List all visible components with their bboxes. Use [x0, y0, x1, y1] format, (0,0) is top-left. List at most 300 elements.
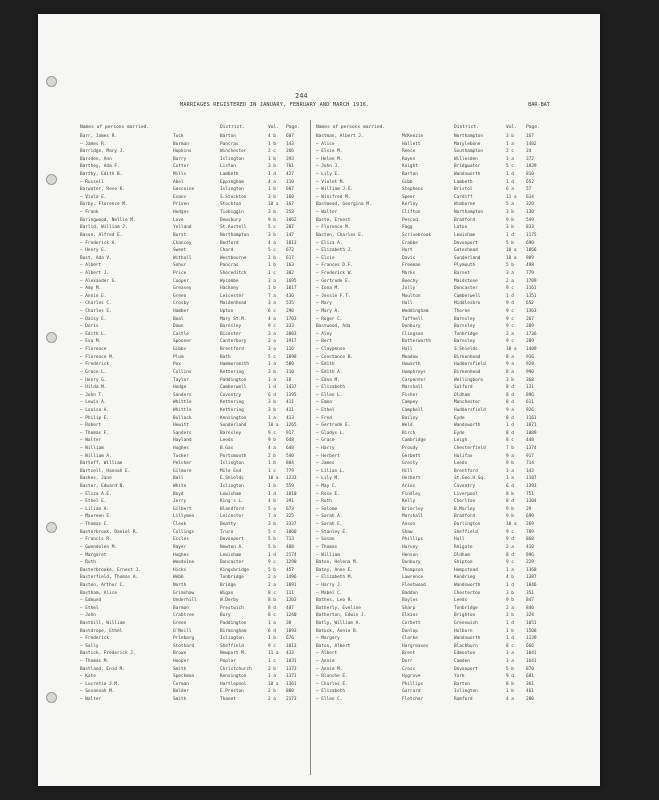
table-row [316, 666, 552, 674]
entry-spouse-surname: Kerley [402, 202, 418, 208]
entry-volume: 4 b [268, 499, 276, 505]
table-row [80, 628, 308, 636]
entry-spouse-surname: Boyd [173, 491, 184, 497]
entry-page: 580 [286, 362, 294, 368]
entry-spouse-surname: Hallett [402, 141, 421, 147]
entry-page: 673 [286, 506, 294, 512]
table-row [80, 620, 308, 628]
entry-name: — Gwendolen M. [80, 544, 118, 550]
entry-name: — Walter [316, 210, 338, 216]
entry-volume: 1 d [506, 232, 514, 238]
entry-page: 487 [286, 605, 294, 611]
entry-volume: 2 a [268, 697, 276, 703]
entry-spouse-surname: Tucker [173, 453, 189, 459]
entry-spouse-surname: Weddingham [402, 309, 429, 315]
right-rows [316, 133, 552, 704]
entry-page: 116 [286, 347, 294, 353]
entry-spouse-surname: Prisen [173, 202, 189, 208]
entry-volume: 3 b [268, 232, 276, 238]
table-row [80, 148, 308, 156]
entry-page: 676 [286, 636, 294, 642]
table-row [80, 453, 308, 461]
table-row [316, 643, 552, 651]
entry-spouse-surname: Webb [173, 575, 184, 581]
entry-spouse-surname: Brown [173, 651, 187, 657]
entry-page: 1161 [526, 415, 537, 421]
entry-spouse-surname: Pox [173, 362, 181, 368]
entry-name: Baste, Ernest [316, 217, 351, 223]
entry-page: 325 [286, 514, 294, 520]
entry-volume: 1 d [506, 293, 514, 299]
entry-spouse-surname: Mills [173, 172, 187, 178]
entry-page: 1736 [526, 331, 537, 337]
entry-name: Barthy, Edith B. [80, 172, 123, 178]
entry-spouse-surname: O'Neill [173, 628, 192, 634]
entry-volume: 9 b [506, 514, 514, 520]
entry-page: 1482 [526, 141, 537, 147]
entry-page: 1060 [286, 529, 297, 535]
entry-district: Devonport [454, 666, 478, 672]
entry-name: — Philip E. [80, 415, 110, 421]
entry-district: Paddington [220, 621, 247, 626]
entry-page: 143 [526, 468, 534, 474]
table-row [316, 567, 552, 575]
entry-name: Bastdrope, Ethel [80, 628, 123, 634]
table-header [316, 124, 552, 133]
entry-name: — Roger C. [316, 316, 343, 322]
entry-spouse-surname: Green [173, 293, 187, 299]
entry-name: — William A. [80, 453, 112, 459]
page-number: 244 [295, 92, 308, 100]
entry-spouse-surname: Clifton [402, 210, 421, 216]
entry-spouse-surname: Crabbe [402, 240, 418, 246]
entry-district: Islington [220, 156, 244, 162]
entry-spouse-surname: Smith [173, 697, 187, 703]
table-row [80, 247, 308, 255]
entry-district: Blackburn [454, 643, 478, 649]
table-row [80, 163, 308, 171]
entry-name: — Maureen E. [80, 514, 112, 520]
entry-spouse-surname: Corman [173, 681, 189, 687]
table-row [80, 430, 308, 438]
entry-district: Leicester [220, 293, 244, 299]
entry-name: Basten, Charles E. [316, 232, 364, 238]
entry-spouse-surname: Barton [402, 172, 418, 178]
entry-page: 269 [526, 522, 534, 528]
entry-name: — May C. [316, 484, 338, 490]
header-names: Names of persons married. [316, 125, 386, 130]
table-row [80, 346, 308, 354]
entry-name: — Edith L. [80, 331, 107, 337]
entry-district: Hull [454, 537, 465, 543]
entry-page: 1437 [286, 385, 297, 391]
entry-volume: 2 a [268, 582, 276, 588]
entry-page: 761 [286, 164, 294, 170]
entry-volume: 9 c [268, 324, 276, 330]
entry-spouse-surname: Campbell [402, 407, 424, 413]
entry-spouse-surname: Humphreys [402, 369, 426, 375]
entry-district: St.Austell [220, 225, 247, 231]
entry-district: Romford [454, 697, 473, 703]
header-page: Page. [286, 125, 300, 130]
table-row [80, 544, 308, 552]
entry-name: — Elsie M. [316, 149, 343, 155]
entry-page: 302 [286, 270, 294, 276]
entry-district: Thanet [220, 697, 236, 703]
entry-page: 1641 [526, 659, 537, 665]
entry-name: — Eliza A.E. [80, 491, 112, 497]
entry-spouse-surname: Weld [402, 423, 413, 429]
table-row [316, 300, 552, 308]
entry-spouse-surname: Jolly [402, 286, 416, 292]
entry-page: 253 [286, 210, 294, 216]
table-row [316, 620, 552, 628]
table-row [316, 217, 552, 225]
table-row [80, 224, 308, 232]
entry-page: 614 [526, 194, 534, 200]
entry-volume: 4 a [268, 240, 276, 246]
entry-spouse-surname: Barman [173, 605, 189, 611]
entry-name: Baskes, Jane [80, 476, 112, 482]
entry-spouse-surname: Whittle [173, 400, 192, 406]
entry-volume: 1 b [268, 484, 276, 490]
entry-page: 280 [526, 697, 534, 703]
column-divider [310, 120, 311, 775]
entry-volume: 3 b [506, 225, 514, 231]
entry-name: — Susannah M. [80, 689, 115, 695]
entry-page: 1290 [286, 560, 297, 566]
entry-page: 607 [286, 134, 294, 139]
entry-district: Barnsley [220, 324, 242, 330]
entry-name: — Alexander G. [80, 278, 118, 284]
entry-name: — Eliza A. [316, 240, 343, 246]
entry-page: 410 [526, 544, 534, 550]
entry-spouse-surname: Sanders [173, 430, 192, 436]
entry-spouse-surname: Hooper [173, 659, 189, 665]
entry-name: — Claypense [316, 347, 346, 353]
entry-page: 430 [286, 293, 294, 299]
entry-page: 209 [526, 324, 534, 330]
entry-volume: 5 c [268, 354, 276, 360]
table-row [316, 148, 552, 156]
entry-spouse-surname: Sharp [402, 605, 416, 611]
table-row [316, 156, 552, 164]
entry-district: Gateshead [454, 248, 478, 254]
entry-district: Chesterfield [454, 445, 486, 451]
entry-spouse-surname: Withall [173, 255, 192, 261]
entry-spouse-surname: Beechy [402, 278, 418, 284]
entry-volume: 8 c [268, 590, 276, 596]
entry-page: 1071 [526, 423, 537, 429]
entry-name: — Grace L. [80, 369, 107, 375]
entry-spouse-surname: Corbett [402, 621, 421, 626]
entry-name: — James [316, 461, 335, 467]
entry-district: Birkenhead [454, 354, 481, 360]
entry-district: Barton [454, 681, 470, 687]
entry-volume: 3 a [506, 659, 514, 665]
entry-spouse-surname: Crosby [173, 301, 189, 307]
table-row [316, 293, 552, 301]
entry-volume: 3 a [506, 468, 514, 474]
entry-spouse-surname: Hedges [173, 210, 189, 216]
entry-spouse-surname: Findley [402, 491, 421, 497]
table-row [316, 483, 552, 491]
entry-page: 990 [526, 369, 534, 375]
entry-name: — Hilda M. [80, 385, 107, 391]
table-row [316, 171, 552, 179]
entry-district: Christchurch [220, 666, 252, 672]
table-row [316, 361, 552, 369]
entry-district: Wellingboro [454, 377, 484, 383]
entry-district: Bridge [220, 582, 236, 588]
header-district: District. [454, 125, 479, 130]
table-row [316, 232, 552, 240]
entry-page: 2003 [286, 331, 297, 337]
table-row [316, 681, 552, 689]
table-row [80, 415, 308, 423]
entry-district: Tiebiggin [220, 210, 244, 216]
table-row [80, 567, 308, 575]
table-row [316, 544, 552, 552]
entry-spouse-surname: Cambridge [402, 438, 426, 444]
entry-page: 1409 [526, 347, 537, 353]
entry-volume: 1 a [506, 141, 514, 147]
table-row [316, 605, 552, 613]
entry-volume: 2 a [268, 575, 276, 581]
entry-district: Sheffield [220, 643, 244, 649]
entry-page: 372 [526, 156, 534, 162]
entry-volume: 4 a [506, 697, 514, 703]
entry-volume: 9 c [506, 324, 514, 330]
entry-district: Manchester [454, 400, 481, 406]
entry-volume: 8 d [506, 552, 514, 558]
entry-district: Northampton [454, 210, 484, 216]
table-row [316, 559, 552, 567]
entry-volume: 1 d [506, 621, 514, 626]
entry-district: Leigh [454, 438, 468, 444]
entry-name: — John J. [316, 164, 340, 170]
entry-volume: 9 b [506, 217, 514, 223]
entry-name: — Ethel [80, 605, 99, 611]
entry-district: Camden [454, 659, 470, 665]
entry-district: Camberwell [220, 385, 247, 391]
entry-name: — Lilian A. [80, 506, 110, 512]
entry-volume: 9 d [506, 537, 514, 543]
entry-volume: 1 d [268, 172, 276, 178]
entry-page: 1351 [526, 293, 537, 299]
entry-volume: 2 a [506, 544, 514, 550]
table-row [80, 141, 308, 149]
entry-page: 928 [526, 362, 534, 368]
entry-name: — Annie M. [316, 666, 343, 672]
entry-name: — Aley [316, 331, 332, 337]
entry-page: 163 [286, 263, 294, 269]
entry-district: Blandford [220, 506, 244, 512]
entry-district: Bradford [454, 217, 476, 223]
entry-district: Wimborne [454, 202, 476, 208]
entry-name: Barwater, Rose K. [80, 187, 125, 193]
table-row [316, 316, 552, 324]
entry-volume: 3 b [268, 369, 276, 375]
entry-volume: 5 c [268, 225, 276, 231]
entry-spouse-surname: Marshall [402, 514, 424, 520]
entry-volume: 2 a [506, 278, 514, 284]
entry-page: 884 [286, 461, 294, 467]
entry-name: Bastman, Albert J. [316, 134, 364, 139]
entry-district: Hackney [220, 286, 239, 292]
entry-district: Eyde [454, 415, 465, 421]
entry-name: — Elsie [316, 255, 335, 261]
entry-spouse-surname: Smith [173, 666, 187, 672]
entry-name: — Walter [80, 697, 102, 703]
entry-page: 111 [286, 590, 294, 596]
table-row [80, 445, 308, 453]
entry-volume: 8 d [506, 385, 514, 391]
entry-page: 1371 [286, 674, 297, 680]
entry-page: 1093 [286, 628, 297, 634]
table-row [80, 597, 308, 605]
entry-name: — Gertrude E. [316, 278, 351, 284]
entry-district: Kensington [220, 674, 247, 680]
entry-volume: 3 a [506, 156, 514, 162]
entry-volume: 8 b [506, 681, 514, 687]
entry-spouse-surname: Cutter [173, 164, 189, 170]
entry-page: 57 [526, 187, 532, 193]
entry-name: — Amy M. [80, 286, 102, 292]
entry-spouse-surname: Crabtree [173, 613, 195, 619]
entry-district: Greenwich [454, 621, 478, 626]
entry-volume: 9 c [268, 560, 276, 566]
page-heading [80, 100, 550, 110]
table-row [80, 513, 308, 521]
entry-page: 18 [286, 377, 292, 383]
entry-volume: 7 a [268, 293, 276, 299]
entry-volume: 2 b [268, 689, 276, 695]
entry-page: 1709 [526, 278, 537, 284]
entry-name: — Edmund [80, 598, 102, 604]
entry-name: — Francis R. [80, 537, 112, 543]
entry-spouse-surname: Dorr [402, 659, 413, 665]
table-row [316, 323, 552, 331]
entry-district: Wandsworth [454, 423, 481, 429]
entry-spouse-surname: Stephens [402, 187, 424, 193]
table-row [80, 590, 308, 598]
entry-spouse-surname: Collings [173, 529, 195, 535]
entry-volume: 1 d [268, 385, 276, 391]
entry-volume: 2 b [268, 453, 276, 459]
entry-spouse-surname: Cross [402, 666, 416, 672]
entry-name: — Annie E. [80, 293, 107, 299]
entry-name: Baster, Edward N. [80, 484, 125, 490]
entry-page: 393 [286, 156, 294, 162]
entry-spouse-surname: Hughes [173, 552, 189, 558]
entry-district: Wandsworth [454, 582, 481, 588]
entry-district: Liverpool [454, 491, 478, 497]
table-row [80, 316, 308, 324]
entry-page: 896 [526, 552, 534, 558]
entry-page: 713 [286, 537, 294, 543]
table-row [80, 240, 308, 248]
entry-district: Stockton [220, 202, 242, 208]
table-row [80, 552, 308, 560]
entry-spouse-surname: Brent [402, 651, 416, 657]
entry-volume: 3 b [506, 377, 514, 383]
table-row [80, 399, 308, 407]
entry-volume: 4 a [268, 179, 276, 185]
entry-spouse-surname: Taffnell [402, 316, 424, 322]
entry-district: Winchester [220, 149, 247, 155]
entry-district: Tonbridge [220, 575, 244, 581]
entry-spouse-surname: Love [173, 217, 184, 223]
entry-volume: 3 b [268, 194, 276, 200]
entry-volume: 9 b [506, 461, 514, 467]
entry-page: 1393 [526, 484, 537, 490]
entry-name: — Henry G. [80, 377, 107, 383]
entry-name: — Ethel [316, 407, 335, 413]
entry-volume: 9 c [506, 286, 514, 292]
entry-district: Lewisham [220, 491, 242, 497]
entry-name: — Constance B. [316, 354, 354, 360]
entry-page: 3337 [286, 522, 297, 528]
table-row [80, 171, 308, 179]
entry-spouse-surname: Marshall [402, 385, 424, 391]
entry-spouse-surname: Woodvine [173, 560, 195, 566]
table-row [80, 696, 308, 704]
entry-name: — Elizabeth J. [316, 248, 354, 254]
entry-district: Bedford [220, 240, 239, 246]
entry-district: Coventry [220, 392, 242, 398]
left-rows [80, 133, 308, 704]
entry-district: Northampton [220, 232, 250, 238]
table-row [80, 278, 308, 286]
entry-spouse-surname: Castle [173, 331, 189, 337]
entry-spouse-surname: Clingson [402, 331, 424, 337]
entry-district: Southampton [454, 149, 484, 155]
entry-page: 1203 [286, 598, 297, 604]
entry-district: Salford [454, 385, 473, 391]
entry-volume: 10 a [268, 202, 279, 208]
entry-district: Wigan [220, 590, 234, 596]
entry-spouse-surname: Hall [402, 347, 413, 353]
entry-district: Bridgwater [454, 164, 481, 170]
entry-district: Willesden [454, 156, 478, 162]
entry-name: — Fred [316, 415, 332, 421]
table-row [316, 597, 552, 605]
entry-name: — Daisy E. [80, 316, 107, 322]
entry-volume: 10 a [268, 423, 279, 429]
entry-page: 1062 [286, 217, 297, 223]
entry-spouse-surname: Phillips [402, 681, 424, 687]
entry-volume: 1 d [506, 423, 514, 429]
entry-volume: 5 b [506, 666, 514, 672]
entry-page: 411 [286, 400, 294, 406]
entry-spouse-surname: Hill [402, 468, 413, 474]
entry-volume: 8 d [506, 392, 514, 398]
entry-name: Batherly, Eveline [316, 605, 361, 611]
entry-name: — Charles E. [80, 309, 112, 315]
table-row [316, 460, 552, 468]
entry-spouse-surname: Fletcher [402, 697, 424, 703]
entry-volume: 4 a [268, 316, 276, 322]
entry-name: Bastwood, Ada [316, 324, 351, 330]
table-row [80, 666, 308, 674]
entry-name: Baringwood, Nellie M. [80, 217, 136, 223]
entry-spouse-surname: Chancey [173, 240, 192, 246]
entry-volume: 4 a [268, 445, 276, 451]
entry-volume: 9 c [506, 309, 514, 315]
entry-name: Baton, Albert [316, 643, 351, 649]
table-row [316, 582, 552, 590]
